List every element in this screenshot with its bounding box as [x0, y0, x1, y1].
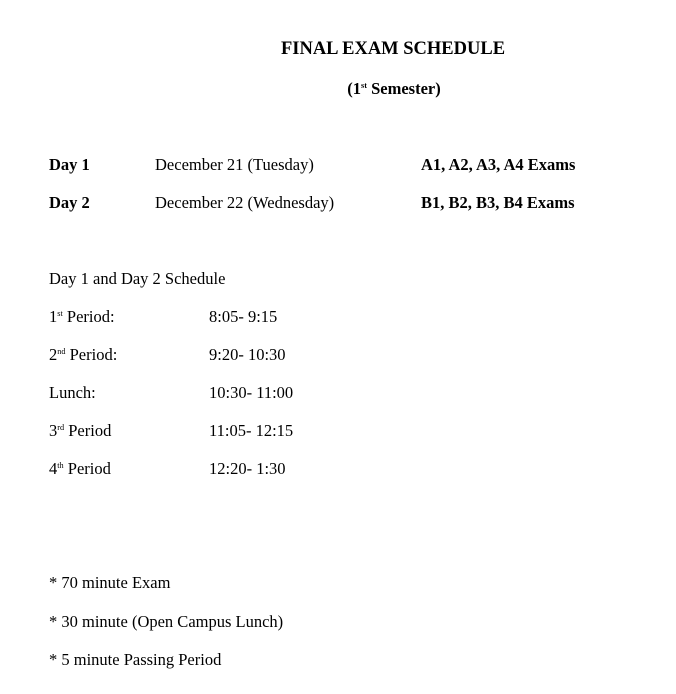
period-3-label	[49, 423, 111, 440]
note-passing-period: * 5 minute Passing Period	[49, 650, 222, 669]
period-3-suffix: rd	[57, 422, 65, 432]
subtitle-superscript: st	[361, 80, 367, 90]
period-2-label	[49, 347, 117, 364]
period-2-time: 9:20- 10:30	[209, 345, 286, 364]
period-1-suffix: st	[57, 308, 63, 318]
period-1-label	[49, 309, 115, 326]
period-4-time: 12:20- 1:30	[209, 459, 286, 478]
day-1-date: December 21 (Tuesday)	[155, 155, 314, 174]
day-2-date: December 22 (Wednesday)	[155, 193, 335, 212]
lunch-label: Lunch:	[49, 383, 96, 402]
document-title: FINAL EXAM SCHEDULE	[280, 39, 506, 59]
period-3-number: 3	[49, 421, 58, 440]
period-2-text: Period:	[65, 345, 118, 364]
period-4-text: Period	[63, 459, 111, 478]
period-1-time: 8:05- 9:15	[209, 307, 278, 326]
day-1-label: Day 1	[49, 155, 90, 174]
day-2-exams: B1, B2, B3, B4 Exams	[421, 193, 575, 212]
period-4-number: 4	[49, 459, 58, 478]
period-1-number: 1	[49, 307, 58, 326]
day-2-label: Day 2	[49, 193, 90, 212]
day-1-exams: A1, A2, A3, A4 Exams	[421, 155, 576, 174]
period-2-suffix: nd	[57, 346, 66, 356]
period-4-suffix: th	[57, 460, 64, 470]
subtitle-rest: Semester)	[366, 79, 441, 98]
note-exam-length: * 70 minute Exam	[49, 573, 171, 592]
period-2-number: 2	[49, 345, 58, 364]
schedule-heading: Day 1 and Day 2 Schedule	[49, 269, 226, 288]
period-4-label	[49, 461, 111, 478]
period-3-text: Period	[64, 421, 112, 440]
period-1-text: Period:	[62, 307, 115, 326]
period-3-time: 11:05- 12:15	[209, 421, 294, 440]
subtitle-open: (1	[347, 79, 361, 98]
note-lunch-length: * 30 minute (Open Campus Lunch)	[49, 612, 284, 631]
document-subtitle	[0, 81, 676, 98]
lunch-time: 10:30- 11:00	[209, 383, 294, 402]
